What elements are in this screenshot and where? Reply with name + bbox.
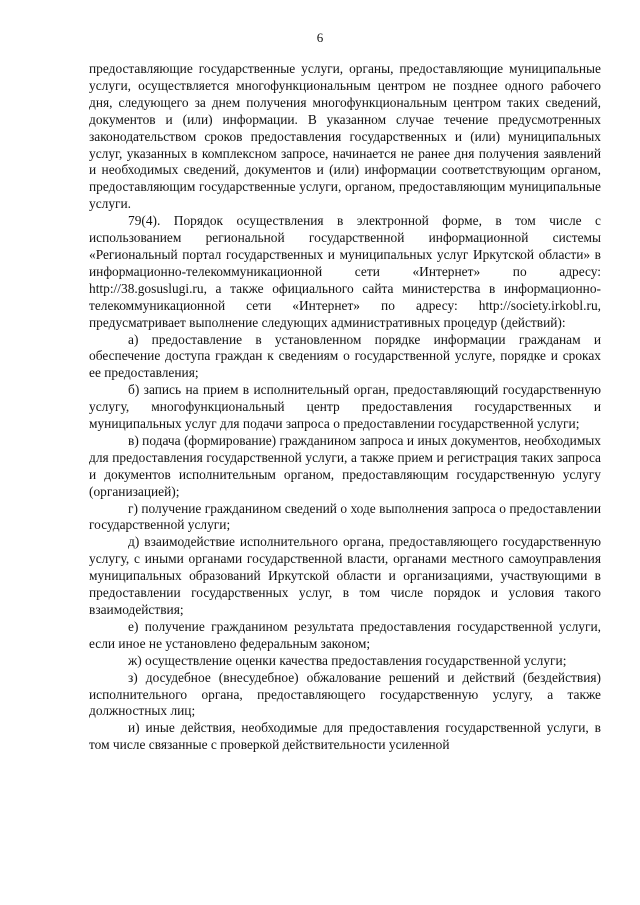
paragraph-continuation: предоставляющие государственные услуги, органы, предоставляющие муниципальные услуги, осуществляется многофункциональным центром не позднее одного рабочего дня, следующего за днем получения многофункциональным центром таких сведений, документов и (или) информации. В указанном случае течение предусмотренных законодательством сроков предоставления государственных и (или) муниципальных услуг, указанных в комплексном запросе, начинается не ранее дня получения заявлений и необходимых сведений, документов и (или) информации соответствующим органом, предоставляющим государственные услуги, органом, предоставляющим муниципальные услуги. xyxy=(89,61,601,212)
list-item-v: в) подача (формирование) гражданином запроса и иных документов, необходимых для предоставления государственной услуги, а также прием и регистрация таких запроса и документов исполнительным органом, предоставляющим государственную услугу (организацией); xyxy=(89,432,601,499)
list-item-z: з) досудебное (внесудебное) обжалование решений и действий (бездействия) исполнительного органа, предоставляющего государственную услугу, а также должностных лиц; xyxy=(89,669,601,719)
list-item-a: а) предоставление в установленном порядке информации гражданам и обеспечение доступа граждан к сведениям о государственной услуге, порядке и сроках ее предоставления; xyxy=(89,331,601,381)
document-body xyxy=(89,61,601,754)
list-item-zh: ж) осуществление оценки качества предоставления государственной услуги; xyxy=(128,652,567,668)
list-item-g: г) получение гражданином сведений о ходе выполнения запроса о предоставлении государственной услуги; xyxy=(89,500,601,533)
list-item-i: и) иные действия, необходимые для предоставления государственной услуги, в том числе связанные с проверкой действительности усиленной xyxy=(89,720,601,753)
paragraph-79-4: 79(4). Порядок осуществления в электронной форме, в том числе с использованием региональной государственной информационной системы «Региональный портал государственных и муниципальных услуг Иркутской области» в информационно-телекоммуникационной сети «Интернет» по адресу: http://38.gosuslugi.ru, а также официального сайта министерства в информационно-телекоммуникационной сети «Интернет» по адресу: http://society.irkobl.ru, предусматривает выполнение следующих административных процедур (действий): xyxy=(89,213,601,330)
list-item-b: б) запись на прием в исполнительный орган, предоставляющий государственную услугу, многофункциональный центр предоставления государственных и муниципальных услуг для подачи запроса о предоставлении государственной услуги; xyxy=(89,382,601,432)
list-item-e: е) получение гражданином результата предоставления государственной услуги, если иное не установлено федеральным законом; xyxy=(89,618,601,651)
page-number: 6 xyxy=(316,30,324,45)
list-item-d: д) взаимодействие исполнительного органа, предоставляющего государственную услугу, с иными органами государственной власти, органами местного самоуправления муниципальных образований Иркутской области и организациями, участвующими в предоставлении государственных услуг, в том числе порядок и условия такого взаимодействия; xyxy=(89,534,601,617)
